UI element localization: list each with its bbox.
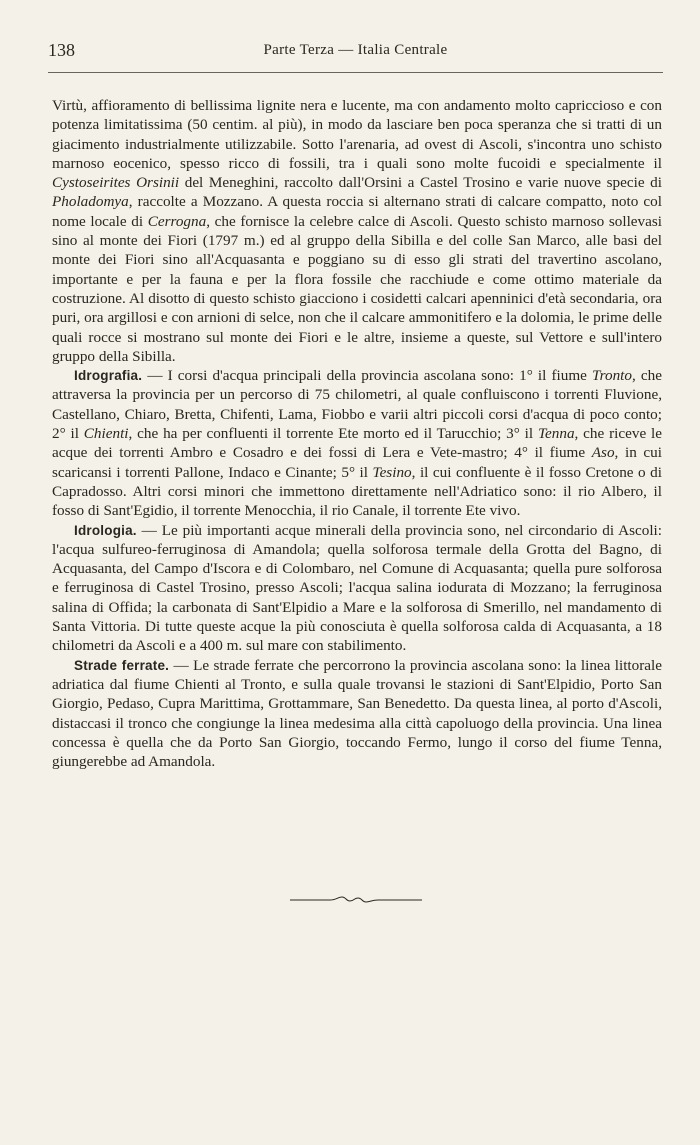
italic-term: Tronto — [592, 367, 632, 385]
text-run: , in cui scaricansi i torrenti Pallone, Indaco e Cinante; 5° il — [52, 444, 662, 481]
paragraph — [52, 521, 662, 656]
paragraph — [52, 366, 662, 520]
text-run: , che riceve le acque dei torrenti Ambro e Cosadro e dei fossi di Lera e Vete-mastro; 4° il fiume — [52, 425, 662, 462]
text-run: — I corsi d'acqua principali della provincia ascolana sono: 1° il fiume — [142, 367, 593, 385]
italic-term: Pholadomya — [52, 193, 129, 211]
italic-term: Tenna — [537, 425, 575, 443]
body-text — [52, 96, 662, 771]
italic-term: Chienti — [83, 425, 129, 443]
header-rule — [48, 72, 663, 73]
section-heading: Idrologia. — [74, 522, 137, 538]
text-run: , che fornisce la celebre calce di Ascoli. Questo schisto marnoso sollevasi sino al monte dei Fiori (1797 m.) ed al gruppo della Sibilla e del colle San Marco, alle basi del monte dei Fiori sino all'Acquasanta e poggiano su di esso gli strati del travertino ascolano, importante e per la fauna e per la flora fossile che racchiude e come ottimo materiale da costruzione. Al disotto di questo schisto giacciono i cosidetti calcari apenninici d'età secondaria, ora puri, ora argillosi e con arnioni di selce, non che il calcare ammonitifero e la dolomia, le prime delle quali rocce si mostrano sul monte dei Fiori e le altre, insieme a queste, sul Vettore e sull'intero gruppo della Sibilla. — [52, 212, 662, 365]
italic-term: Cerrogna — [147, 212, 207, 230]
paragraph — [52, 656, 662, 772]
text-run: del Meneghini, raccolto dall'Orsini a Castel Trosino e varie nuove specie di — [179, 174, 662, 192]
text-run: , il cui confluente è il fosso Cretone o di Capradosso. Altri corsi minori che immettono direttamente nell'Adriatico sono: il rio Albero, il fosso di Sant'Egidio, il torrente Menocchia, il rio Canale, il torrente Ete vivo. — [52, 463, 662, 520]
text-run: — Le strade ferrate che percorrono la provincia ascolana sono: la linea littorale adriatica dal fiume Chienti al Tronto, e sulla quale trovansi le stazioni di Sant'Elpidio, Porto San Giorgio, Pedaso, Cupra Marittima, Grottammare, San Benedetto. Da questa linea, al porto d'Ascoli, distaccasi il tronco che congiunge la linea medesima alla città capoluogo della provincia. Una linea concessa è quella che da Porto San Giorgio, toccando Fermo, lungo il corso del fiume Tenna, giungerebbe ad Amandola. — [52, 656, 662, 771]
end-ornament-icon — [290, 895, 422, 905]
text-run: Virtù, affioramento di bellissima lignite nera e lucente, ma con andamento molto capriccioso e con potenza limitatissima (50 centim. al più), in modo da lasciare ben poca speranza che si tratti di un giacimento industrialmente utilizzabile. Sotto l'arenaria, ad ovest di Ascoli, s'incontra uno schisto marnoso eocenico, spesso ricco di fossili, tra i quali sono molte fucoidi e specialmente il — [52, 97, 662, 172]
italic-term: Aso — [591, 444, 615, 462]
italic-term: Cystoseirites Orsinii — [52, 174, 180, 192]
text-run: , che ha per confluenti il torrente Ete morto ed il Tarucchio; 3° il — [128, 425, 538, 443]
section-heading: Strade ferrate. — [74, 657, 170, 673]
running-title: Parte Terza — Italia Centrale — [263, 42, 448, 58]
page-header — [48, 40, 663, 66]
text-run: — Le più importanti acque minerali della provincia sono, nel circondario di Ascoli: l'acqua sulfureo-ferruginosa di Amandola; quella solforosa termale della Grotta del Bagno, di Acquasanta, del Campo d'Iscora e di Colombaro, nel Comune di Acquasanta; quella pure solforosa e ferruginosa di Castel Trosino, presso Ascoli; l'acqua salina iodurata di Mozzano; la ferruginosa salina di Offida; la carbonata di Sant'Elpidio a Mare e la solforosa di Smerillo, nel mandamento di Santa Vittoria. Di tutte queste acque la più conosciuta è quella solforosa calda di Acquasanta, a 18 chilometri da Ascoli e a 400 m. sul mare con stabilimento. — [52, 521, 662, 655]
section-heading: Idrografia. — [74, 368, 143, 384]
text-run: , raccolte a Mozzano. A questa roccia si alternano strati di calcare compatto, noto col nome locale di — [52, 193, 662, 230]
text-run: , che attraversa la provincia per un percorso di 75 chilometri, al quale confluiscono i torrenti Fluvione, Castellano, Chiaro, Bretta, Chifenti, Lama, Fiobbo e varii altri piccoli corsi d'acqua di poco conto; 2° il — [52, 367, 662, 443]
italic-term: Tesino — [372, 463, 412, 481]
paragraph — [52, 96, 662, 366]
page-number: 138 — [48, 40, 75, 60]
